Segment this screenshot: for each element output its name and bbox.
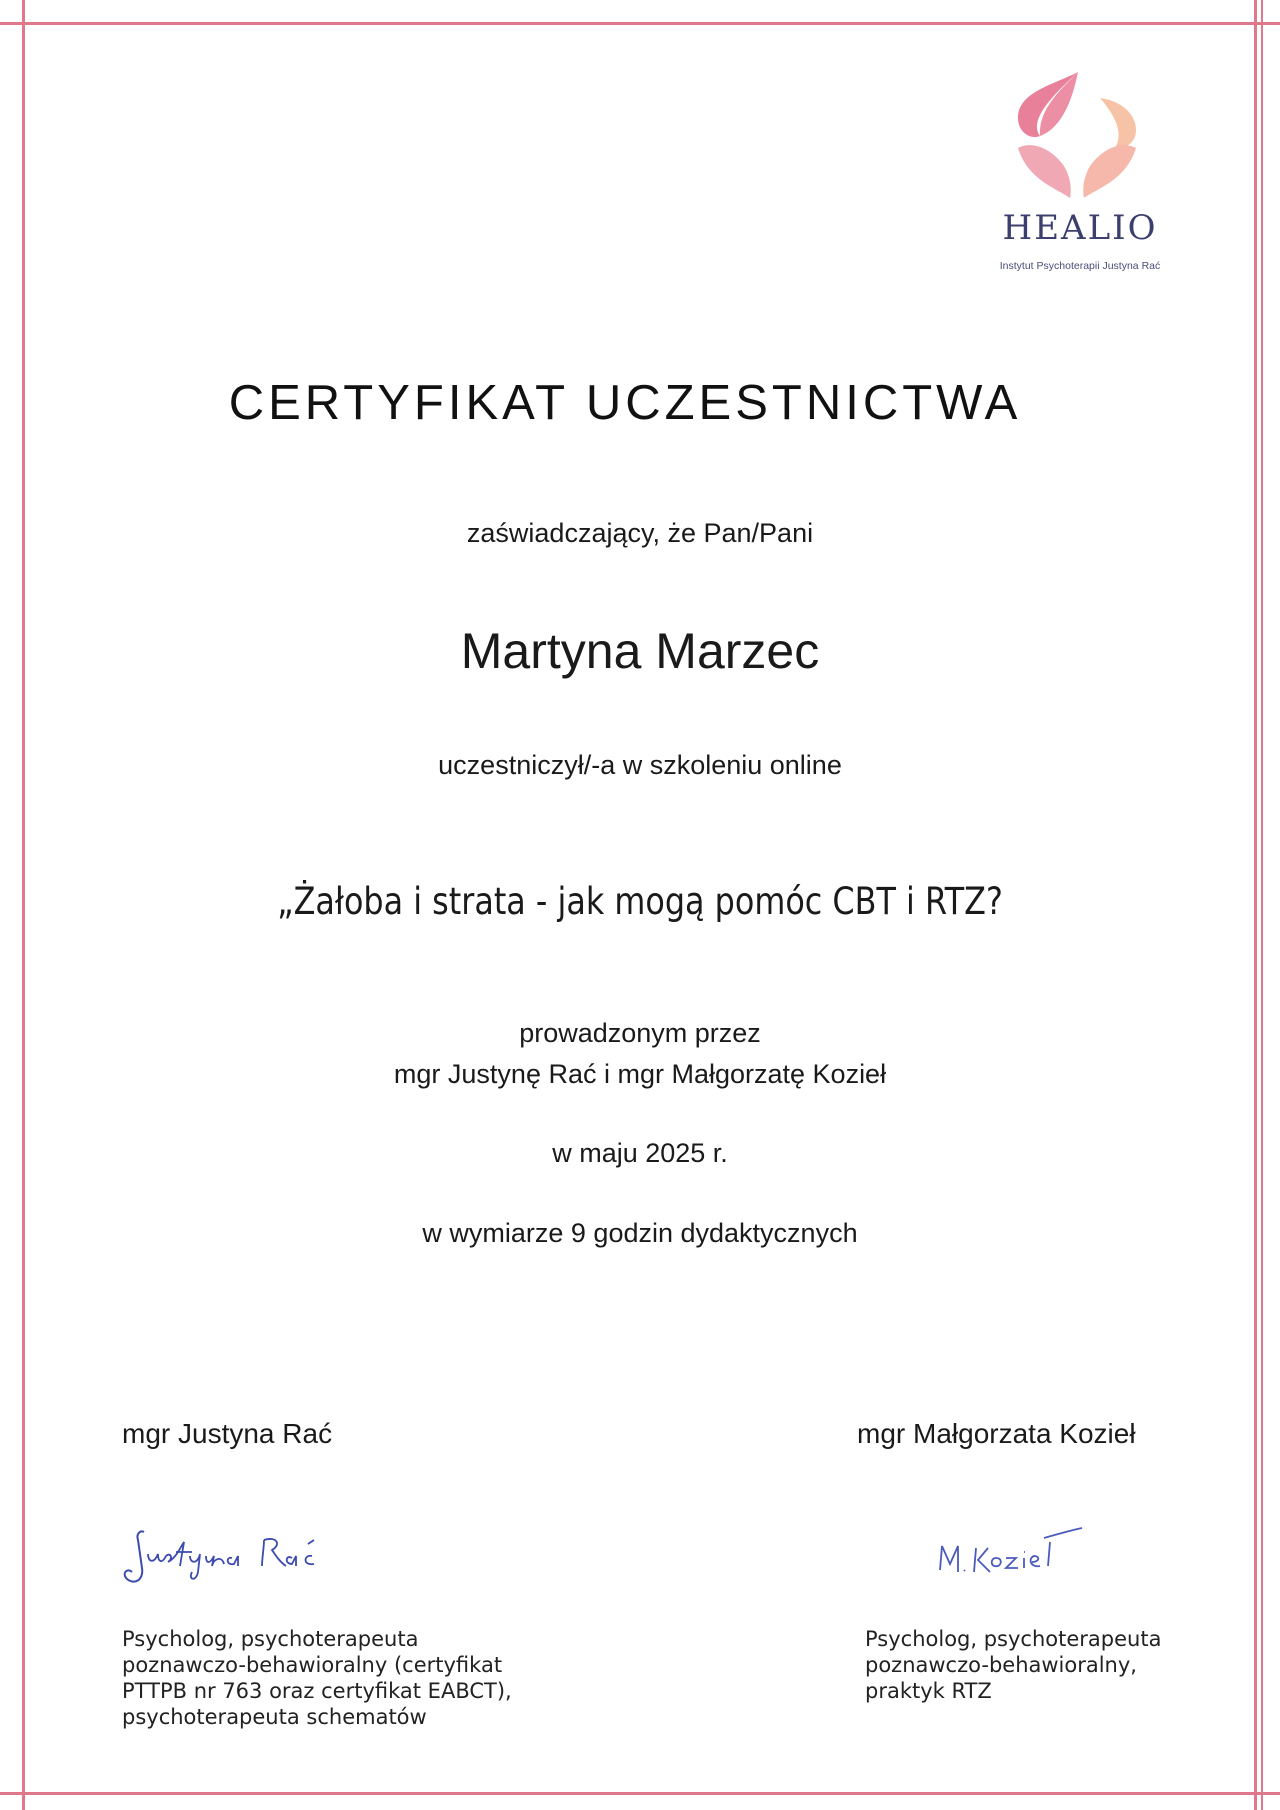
frame-right-line <box>1254 0 1257 1810</box>
led-by-label: prowadzonym przez <box>519 1018 761 1048</box>
brand-name: HEALIO <box>1002 208 1158 248</box>
description-line: Psycholog, psychoterapeuta <box>865 1627 1162 1651</box>
frame-top-line <box>0 22 1280 25</box>
participant-name: Martyna Marzec <box>460 623 820 679</box>
description-line: Psycholog, psychoterapeuta <box>122 1627 419 1651</box>
course-hours: w wymiarze 9 godzin dydaktycznych <box>422 1218 858 1248</box>
certificate-title: CERTYFIKAT UCZESTNICTWA <box>228 376 1022 430</box>
description-line: poznawczo-behawioralny (certyfikat <box>122 1653 503 1677</box>
description-line: psychoterapeuta schematów <box>122 1705 427 1729</box>
signature-justyna-rac <box>114 1518 344 1598</box>
signatory-right <box>857 1418 1217 1703</box>
frame-right-line-inner <box>1261 0 1263 1810</box>
signatory-description <box>865 1626 1161 1704</box>
signatory-name: mgr Justyna Rać <box>122 1418 333 1449</box>
frame-left-line <box>22 0 25 1810</box>
description-line: PTTPB nr 763 oraz certyfikat EABCT), <box>122 1679 512 1703</box>
frame-bottom-line <box>0 1792 1280 1795</box>
signature-malgorzata-koziel <box>932 1518 1092 1588</box>
description-line: praktyk RTZ <box>865 1679 992 1703</box>
description-line: poznawczo-behawioralny, <box>865 1653 1137 1677</box>
course-date: w maju 2025 r. <box>552 1138 728 1168</box>
course-title: „Żałoba i strata - jak mogą pomóc CBT i RTZ? <box>277 880 1003 923</box>
signatory-name: mgr Małgorzata Kozieł <box>857 1418 1136 1449</box>
healio-logo <box>980 60 1180 290</box>
signatory-description <box>122 1626 512 1730</box>
brand-tagline: Instytut Psychoterapii Justyna Rać <box>999 260 1161 272</box>
petals-icon <box>1008 70 1148 200</box>
certificate-intro: zaświadczający, że Pan/Pani <box>466 518 814 548</box>
participation-statement: uczestniczył/-a w szkoleniu online <box>438 750 842 780</box>
instructors-line: mgr Justynę Rać i mgr Małgorzatę Kozieł <box>393 1059 887 1089</box>
signatory-left <box>122 1418 622 1729</box>
